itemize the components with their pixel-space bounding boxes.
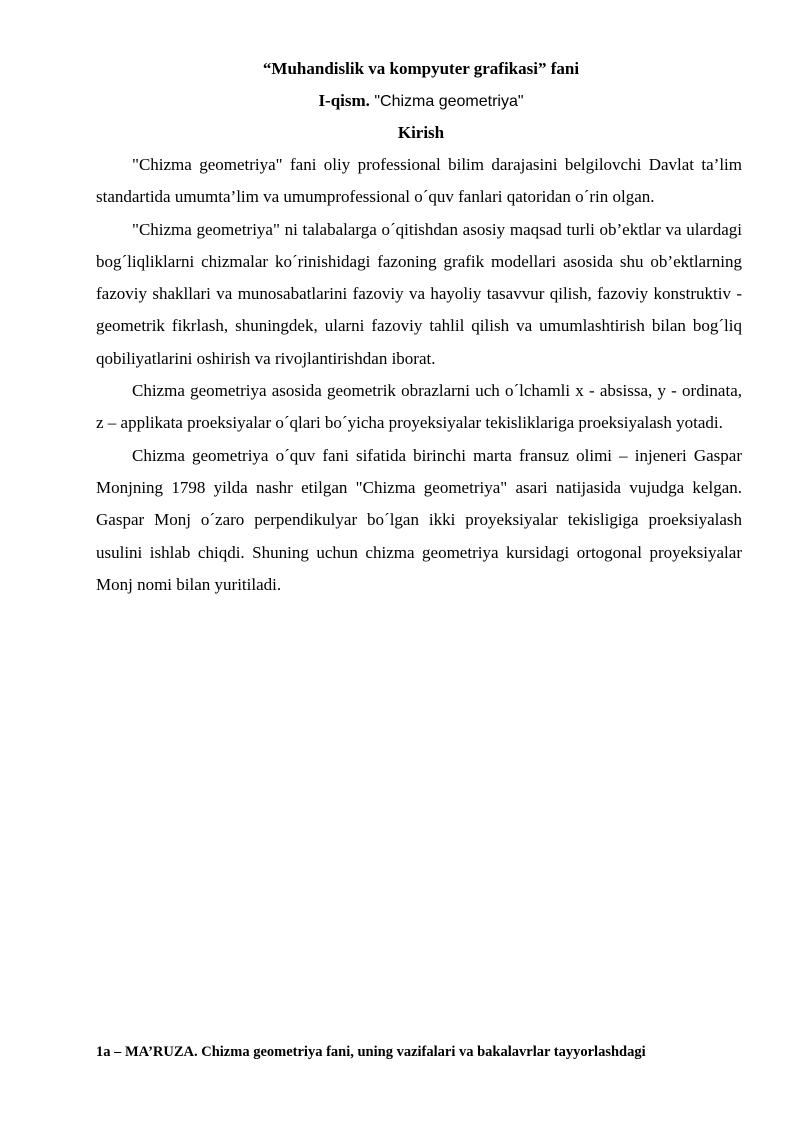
section-heading: Kirish: [397, 123, 445, 142]
subtitle-part-label: I-qism.: [318, 91, 370, 110]
paragraph-4: Chizma geometriya o´quv fani sifatida birinchi marta fransuz olimi – injeneri Gaspar Monjning 1798 yilda nashr etilgan "Chizma geometriya" asari natijasida vujudga kelgan. Gaspar Monj o´zaro perpendikulyar bo´lgan ikki proyeksiyalar tekisligiga proeksiyalash usulini ishlab chiqdi. Shuning uchun chizma geometriya kursidagi ortogonal proyeksiyalar Monj nomi bilan yuritiladi.: [96, 445, 742, 594]
document-title: “Muhandislik va kompyuter grafikasi” fani: [262, 59, 580, 78]
body-text: [96, 149, 742, 601]
lecture-footer-heading: 1a – MA’RUZA. Chizma geometriya fani, uning vazifalari va bakalavrlar tayyorlashdagi: [96, 1044, 646, 1060]
paragraph-3: Chizma geometriya asosida geometrik obrazlarni uch o´lchamli x - absissa, y - ordinata, z – applikata proeksiyalar o´qlari bo´yicha proyeksiyalar tekisliklariga proeksiyalash yotadi.: [96, 381, 742, 433]
document-subtitle: [96, 91, 746, 112]
paragraph-1: "Chizma geometriya" fani oliy professional bilim darajasini belgilovchi Davlat ta’lim standartida umumta’lim va umumprofessional o´quv fanlari qatoridan o´rin olgan.: [96, 155, 742, 207]
paragraph-2: "Chizma geometriya" ni talabalarga o´qitishdan asosiy maqsad turli ob’ektlar va ulardagi bog´liqliklarni chizmalar ko´rinishidagi fazoning grafik modellari asosida shu ob’ektlarning fazoviy shakllari va munosabatlarini fazoviy va hayoliy tasavvur qilish, fazoviy konstruktiv - geometrik fikrlash, shuningdek, ularni fazoviy tahlil qilish va umumlashtirish bilan bog´liq qobiliyatlarini oshirish va rivojlantirishdan iborat.: [96, 219, 742, 368]
subtitle-name: "Chizma geometriya": [369, 93, 524, 110]
